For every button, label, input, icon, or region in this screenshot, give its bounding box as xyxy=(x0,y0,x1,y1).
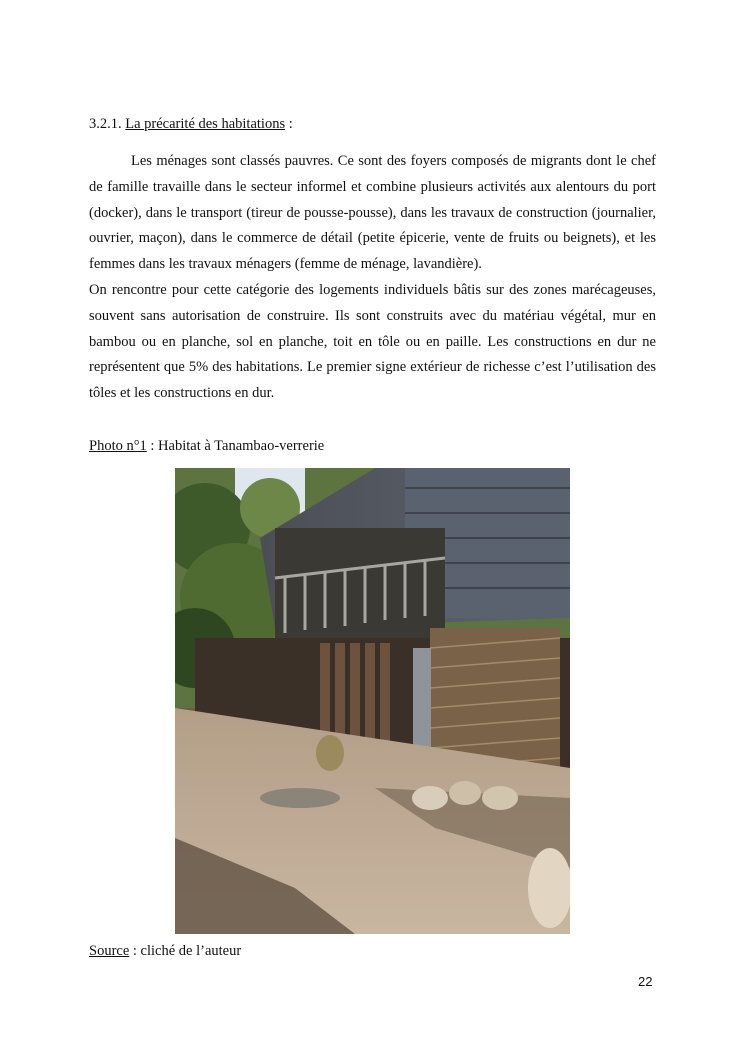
photo-caption xyxy=(89,436,324,456)
photo-label: Photo n°1 xyxy=(89,438,147,454)
paragraph: Les ménages sont classés pauvres. Ce sont des foyers composés de migrants dont le chef de famille travaille dans le secteur informel et combine plusieurs activités aux alentours du port (docker), dans le transport (tireur de pousse-pousse), dans les travaux de construction (journalier, ouvrier, maçon), dans le commerce de détail (petite épicerie, vente de fruits ou beignets), et les femmes dans les travaux ménagers (femme de ménage, lavandière). xyxy=(89,153,656,273)
photo-habitat xyxy=(175,468,570,934)
body-text xyxy=(89,149,656,407)
photo-illustration xyxy=(175,468,570,934)
source-label: Source xyxy=(89,943,130,959)
source-text: : cliché de l’auteur xyxy=(129,943,242,959)
photo-source xyxy=(89,941,241,961)
section-heading xyxy=(89,114,293,134)
paragraph: On rencontre pour cette catégorie des logements individuels bâtis sur des zones marécageuses, souvent sans autorisation de construire. Ils sont construits avec du matériau végétal, mur en bambou ou en planche, sol en planche, toit en tôle ou en paille. Les constructions en dur ne représentent que 5% des habitations. Le premier signe extérieur de richesse c’est l’utilisation des tôles et les constructions en dur. xyxy=(89,281,656,402)
section-title-suffix: : xyxy=(285,116,293,132)
photo-caption-text: : Habitat à Tanambao-verrerie xyxy=(146,438,325,454)
section-title: La précarité des habitations xyxy=(125,116,286,132)
section-number: 3.2.1. xyxy=(89,116,122,132)
page-number: 22 xyxy=(638,974,653,989)
